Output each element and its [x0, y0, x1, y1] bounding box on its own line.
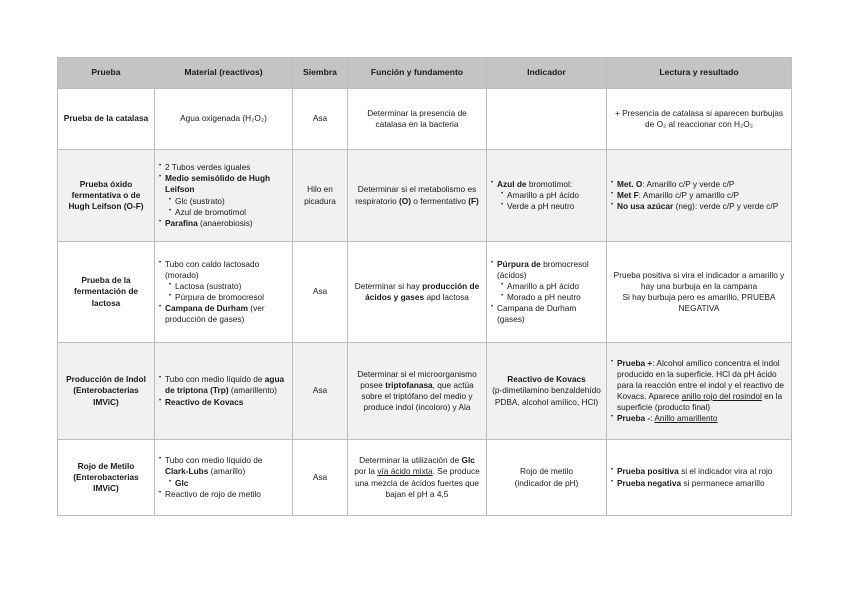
funcion-text-underlined: vía ácido mixta [377, 466, 433, 477]
material-text: Tubo con caldo lactosado (morado) [165, 258, 260, 280]
siembra-cell: Hilo en picadura [293, 150, 348, 242]
siembra-cell: Asa [293, 343, 348, 440]
indicador-cell [487, 150, 607, 242]
material-text: Lactosa (sustrato) [175, 280, 242, 291]
funcion-text: Determinar si hay [354, 280, 423, 291]
material-text: (anaerobiosis) [197, 217, 253, 228]
lectura-text-underlined: Anillo amarillento [654, 413, 718, 424]
list-item [611, 466, 787, 477]
indicador-text: Amarillo a pH ácido [507, 280, 579, 291]
funcion-text: por la [354, 466, 378, 477]
indicador-text: bromotimol: [526, 178, 573, 189]
list-item [159, 374, 288, 396]
table-row-lactosa [58, 242, 792, 343]
prueba-cell: Prueba de la catalasa [58, 89, 155, 150]
funcion-text: , que actúa sobre el triptófano del medio y produce indol (incoloro) y Ala [361, 379, 474, 413]
prueba-cell: Producción de Indol (Enterobacterias IMViC) [58, 343, 155, 440]
lectura-text: + Presencia de catalasa si aparecen burbujas de O₂ al reaccionar con H₂O₂ [614, 107, 784, 129]
material-text-bold: agua de triptona (Trp) [165, 374, 285, 396]
funcion-text: Determinar la utilización de [359, 455, 462, 466]
material-text: Azul de bromotimol [175, 206, 247, 217]
material-text: (amarillento) [228, 385, 278, 396]
table-row-oxido-fermentativa [58, 150, 792, 242]
list-item [611, 478, 787, 489]
lectura-text: : [650, 413, 655, 424]
list-item [611, 413, 787, 424]
header-material: Material (reactivos) [155, 58, 293, 89]
funcion-cell [348, 150, 487, 242]
material-cell [155, 242, 293, 343]
indicador-text: Campana de Durham (gases) [497, 303, 577, 325]
header-prueba: Prueba [58, 58, 155, 89]
indicador-cell [487, 440, 607, 516]
funcion-text-bold: triptofanasa [385, 379, 433, 390]
indicador-text: Verde a pH neutro [507, 201, 575, 212]
header-siembra: Siembra [293, 58, 348, 89]
list-item [491, 292, 602, 303]
indicador-cell [487, 343, 607, 440]
list-item [159, 173, 288, 195]
header-funcion: Función y fundamento [348, 58, 487, 89]
material-text-bold: Reactivo de Kovacs [165, 396, 244, 407]
list-item [159, 455, 288, 477]
material-text-bold: Parafina [165, 217, 198, 228]
lectura-text-bold: No usa azúcar [617, 201, 674, 212]
lectura-text: Prueba positiva si vira el indicador a amarillo y hay una burbuja en la campana [613, 269, 785, 291]
funcion-text: . Se produce una mezcla de ácidos fuertes que bajan el pH a 4,5 [354, 466, 480, 499]
material-cell [155, 150, 293, 242]
lectura-text: si el indicador vira al rojo [678, 466, 773, 477]
list-item [159, 303, 288, 325]
funcion-cell [348, 89, 487, 150]
material-text: Agua oxigenada (H₂O₂) [180, 113, 267, 124]
list-item [159, 281, 288, 292]
header-lectura: Lectura y resultado [607, 58, 792, 89]
lectura-cell [607, 440, 792, 516]
funcion-text: Determinar si el microorganismo posee [357, 368, 477, 390]
material-text: (ver producción de gases) [165, 303, 265, 325]
list-item [491, 281, 602, 292]
list-item [491, 303, 602, 325]
lectura-text: : Alcohol amílico concentra el indol producido en la superficie. HCl da pH ácido para la reacción entre el indol y el reactivo de Kovacs. Aparece [617, 357, 784, 401]
funcion-text: o fermentativo [411, 195, 469, 206]
lectura-text: (neg): verde c/P y verde c/P [673, 201, 779, 212]
list-item [159, 207, 288, 218]
prueba-cell: Prueba de la fermentación de lactosa [58, 242, 155, 343]
lectura-text: en la superficie (producto final) [617, 391, 783, 413]
lectura-text: Si hay burbuja pero es amarillo, PRUEBA NEGATIVA [622, 292, 776, 314]
header-indicador: Indicador [487, 58, 607, 89]
funcion-text: Determinar si el metabolismo es respiratorio [355, 184, 477, 206]
list-item [159, 259, 288, 281]
indicador-text: bromocresol (ácidos) [497, 258, 589, 280]
siembra-cell: Asa [293, 440, 348, 516]
list-item [611, 190, 787, 201]
lectura-cell [607, 89, 792, 150]
indicador-text: Morado a pH neutro [507, 292, 581, 302]
lectura-text-bold: Prueba - [617, 413, 651, 424]
indicador-text: (indicador de pH) [514, 477, 579, 488]
lectura-text-bold: Met F [617, 189, 639, 200]
table-row-rojo-de-metilo [58, 440, 792, 516]
indicador-cell [487, 89, 607, 150]
lectura-cell [607, 150, 792, 242]
material-text: Tubo con medio líquido de [165, 374, 265, 385]
lectura-text: si permanece amarillo [681, 477, 765, 488]
lectura-text: : Amarillo c/P y verde c/P [642, 178, 735, 189]
material-text: 2 Tubos verdes iguales [165, 162, 251, 173]
lectura-text-bold: Met. O [617, 178, 643, 189]
funcion-text-bold: (F) [468, 195, 479, 206]
list-item [491, 201, 602, 212]
lectura-cell [607, 343, 792, 440]
material-text-bold: Glc [175, 477, 189, 488]
list-item [491, 190, 602, 201]
list-item [159, 162, 288, 173]
indicador-text-bold: Reactivo de Kovacs [507, 374, 586, 385]
funcion-cell [348, 343, 487, 440]
material-text: Reactivo de rojo de metilo [165, 488, 261, 499]
material-text: Glc (sustrato) [175, 195, 225, 206]
funcion-text-bold: (O) [399, 195, 411, 206]
prueba-cell: Rojo de Metilo (Enterobacterias IMViC) [58, 440, 155, 516]
indicador-text: Amarillo a pH ácido [507, 189, 579, 200]
funcion-cell [348, 440, 487, 516]
indicador-cell [487, 242, 607, 343]
lectura-text: : Amarillo c/P y amarillo c/P [638, 189, 740, 200]
lectura-text-bold: Prueba + [617, 357, 653, 368]
list-item [491, 179, 602, 190]
indicador-text: (p-dimetilamino benzaldehído PDBA, alcohol amílico, HCl) [492, 385, 601, 407]
funcion-text: apd lactosa [424, 292, 469, 302]
microbiology-tests-table [57, 57, 792, 516]
indicador-text: Rojo de metilo [519, 466, 574, 477]
list-item [159, 397, 288, 408]
material-text: Púrpura de bromocresol [175, 292, 265, 302]
list-item [159, 196, 288, 207]
list-item [611, 201, 787, 212]
table-row-indol [58, 343, 792, 440]
siembra-cell: Asa [293, 242, 348, 343]
material-text-bold: Campana de Durham [165, 303, 248, 314]
indicador-text-bold: Azul de [497, 178, 527, 189]
material-cell [155, 440, 293, 516]
material-text-bold: Medio semisólido de Hugh Leifson [165, 173, 271, 195]
list-item [159, 292, 288, 303]
material-text: Tubo con medio líquido de [165, 455, 263, 466]
funcion-cell [348, 242, 487, 343]
funcion-text-bold: producción de ácidos y gases [365, 280, 480, 302]
list-item [611, 179, 787, 190]
lectura-cell [607, 242, 792, 343]
list-item [159, 489, 288, 500]
material-cell [155, 343, 293, 440]
indicador-text-bold: Púrpura de [497, 258, 541, 269]
siembra-cell: Asa [293, 89, 348, 150]
prueba-cell: Prueba óxido fermentativa o de Hugh Leifson (O-F) [58, 150, 155, 242]
funcion-text: Determinar la presencia de catalasa en la bacteria [367, 107, 467, 129]
lectura-text-bold: Prueba negativa [617, 477, 682, 488]
lectura-text-bold: Prueba positiva [617, 466, 679, 477]
list-item [611, 358, 787, 413]
list-item [491, 259, 602, 281]
list-item [159, 218, 288, 229]
material-text-bold: Clark-Lubs [165, 466, 209, 477]
table-row-catalasa [58, 89, 792, 150]
material-text: (amarillo) [208, 466, 246, 477]
lectura-text-underlined: anillo rojo del rosindol [681, 391, 762, 401]
list-item [159, 478, 288, 489]
funcion-text-bold: Glc [461, 455, 475, 466]
material-cell [155, 89, 293, 150]
table-header-row [58, 58, 792, 89]
